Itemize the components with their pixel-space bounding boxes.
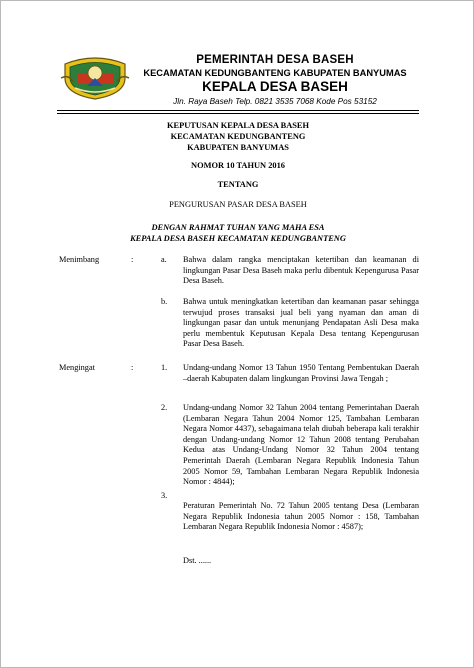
decree-subject: PENGURUSAN PASAR DESA BASEH xyxy=(169,200,307,209)
item-marker: a. xyxy=(161,255,167,264)
item-marker: b. xyxy=(161,297,168,306)
mengingat-item-1: Undang-undang Nomor 13 Tahun 1950 Tentang Pembentukan Daerah –daerah Kabupaten dalam lingkungan Provinsi Jawa Tengah ; xyxy=(183,363,419,383)
section-colon: : xyxy=(131,255,134,264)
decree-title-line-3: KABUPATEN BANYUMAS xyxy=(187,143,289,152)
decree-number: NOMOR 10 TAHUN 2016 xyxy=(191,161,285,170)
decree-title-line-1: KEPUTUSAN KEPALA DESA BASEH xyxy=(166,121,310,130)
item-marker: 2. xyxy=(161,403,168,412)
section-label-mengingat: Mengingat xyxy=(59,363,95,372)
mengingat-item-3: Peraturan Pemerintah No. 72 Tahun 2005 tentang Desa (Lembaran Negara Republik Indonesia tahun 2005 Nomor : 158, Tambahan Lembaran Negara Republik Indonesia Nomor : 4587); xyxy=(183,501,419,532)
section-colon: : xyxy=(131,363,134,372)
letterhead xyxy=(131,54,419,106)
letterhead-address: Jln. Raya Baseh Telp. 0821 3535 7068 Kode Pos 53152 xyxy=(173,97,377,106)
grace-line-2: KEPALA DESA BASEH KECAMATAN KEDUNGBANTENG xyxy=(130,234,346,243)
item-marker: 1. xyxy=(161,363,168,372)
letterhead-rule-thin xyxy=(57,113,419,114)
letterhead-district: KECAMATAN KEDUNGBANTENG KABUPATEN BANYUMAS xyxy=(143,68,407,78)
mengingat-item-2: Undang-undang Nomor 32 Tahun 2004 tentang Pemerintahan Daerah (Lembaran Negara Tahun 2004 Nomor 125, Tambahan Lembaran Negara Nomor 4437), sebagaimana telah diubah beberapa kali terakhir dengan Undang-undang Nomor 12 Tahun 2008 tentang Perubahan Kedua atas Undang-Undang Nomor 32 Tahun 2004 tentang Pemerintah Daerah (Lembaran Negara Republik Indonesia Tahun 2005 Nomor 59, Tambahan Lembaran Negara Republik Indonesia Nomor : 4844); xyxy=(183,403,419,487)
menimbang-item-b: Bahwa untuk meningkatkan ketertiban dan keamanan pasar sehingga terwujud proses transaksi jual beli yang nyaman dan aman di lingkungan pasar dan untuk menunjang Pendapatan Asli Desa maka perlu membentuk Keputusan Kepala Desa tentang Kepengurusan Pasar Desa Baseh. xyxy=(183,297,419,349)
decree-title-line-2: KECAMATAN KEDUNGBANTENG xyxy=(170,132,306,141)
letterhead-government: PEMERINTAH DESA BASEH xyxy=(196,54,354,66)
item-marker: 3. xyxy=(161,491,168,500)
menimbang-item-a: Bahwa dalam rangka menciptakan ketertiban dan keamanan di lingkungan Pasar Desa Baseh maka perlu dibentuk Kepengurusa Pasar Desa Baseh. xyxy=(183,255,419,286)
continued-marker: Dst. ...... xyxy=(183,556,212,565)
section-label-menimbang: Menimbang xyxy=(59,255,100,264)
village-emblem-logo xyxy=(59,56,131,100)
grace-line-1: DENGAN RAHMAT TUHAN YANG MAHA ESA xyxy=(151,223,325,232)
decree-about: TENTANG xyxy=(217,180,259,189)
letterhead-office: KEPALA DESA BASEH xyxy=(202,79,348,94)
letterhead-rule-thick xyxy=(57,110,419,111)
